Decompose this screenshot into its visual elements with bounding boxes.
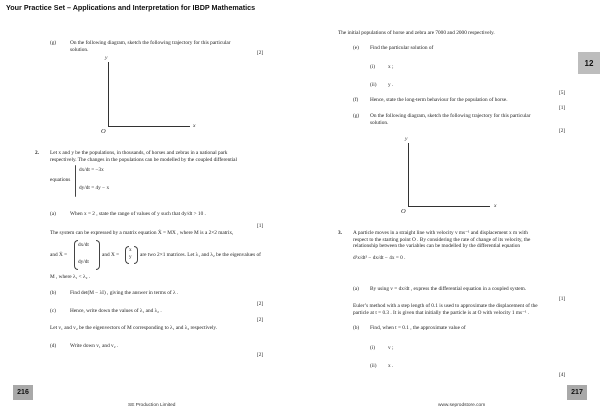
- question-3-text-line2: respect to the starting point O . By considering the rate of change of its velocity, the: [353, 236, 531, 243]
- initial-populations-text: The initial populations of horse and zebra are 7000 and 2000 respectively.: [338, 30, 495, 36]
- diagram-right-y-axis: [408, 143, 409, 206]
- part-e-i-label: (i): [370, 64, 375, 70]
- diagram-origin-label: O: [101, 128, 106, 135]
- part-e-marks: [5]: [559, 90, 566, 96]
- part-g-right-label: (g): [353, 113, 360, 119]
- page-header-title: Your Practice Set – Applications and Interpretation for IBDP Mathematics: [6, 3, 256, 12]
- part-e-label: (e): [353, 45, 359, 51]
- diagram-x-axis: [108, 126, 190, 127]
- page-number-right: 217: [567, 385, 587, 400]
- equation-dy-dt: dy/dt = 4y − x: [79, 185, 110, 191]
- part-c-label: (c): [50, 308, 56, 314]
- xdot-bottom-entry: dy/dt: [78, 259, 89, 265]
- part-e-ii-label: (ii): [370, 82, 377, 88]
- part-f-label: (f): [353, 97, 359, 103]
- diagram-y-axis-label: y: [105, 55, 108, 61]
- part-3b-text: Find, when t = 0.1 , the approximate value of: [370, 325, 466, 331]
- x-top-entry: x: [129, 247, 132, 253]
- xdot-top-entry: dx/dt: [78, 242, 89, 248]
- part-a-text: When x = 2 , state the range of values of y such that dy/dt > 10 .: [70, 211, 206, 217]
- part-g-text-line1: On the following diagram, sketch the following trajectory for this particular: [70, 40, 231, 46]
- part-g-right-text-line2: solution.: [370, 119, 389, 126]
- euler-text-line2: particle at t = 0.3 . It is given that initially the particle is at O with velocity 1 ms⁻¹ .: [353, 309, 530, 316]
- system-text-line3: M , where λ₁ < λ₂ .: [50, 274, 91, 280]
- part-g-right-marks: [2]: [559, 128, 566, 134]
- part-g-label: (g): [50, 40, 57, 46]
- question-3-number: 3.: [338, 230, 342, 236]
- question-2-text-line1: Let x and y be the populations, in thousands, of horses and zebras in a national park: [50, 150, 228, 156]
- part-c-marks: [2]: [257, 317, 264, 323]
- part-d-marks: [2]: [257, 352, 264, 358]
- footer-left: SE Production Limited: [128, 403, 176, 408]
- part-d-label: (d): [50, 343, 57, 349]
- part-f-text: Hence, state the long-term behaviour for the population of horse.: [370, 97, 508, 103]
- euler-text-line1: Euler’s method with a step length of 0.1 is used to approximate the displacement of the: [353, 303, 538, 309]
- part-g-marks: [2]: [257, 50, 264, 56]
- question-3-text-line3: relationship between the variables can be modelled by the differential equation: [353, 243, 520, 249]
- part-f-marks: [1]: [559, 105, 566, 111]
- part-3b-i-label: (i): [370, 345, 375, 351]
- part-3b-label: (b): [353, 325, 360, 331]
- part-b-text: Find det(M − λI) , giving the answer in terms of λ .: [70, 290, 179, 296]
- part-a-marks: [1]: [257, 223, 264, 229]
- chapter-tab[interactable]: 12: [578, 52, 600, 74]
- footer-right: www.seprodstore.com: [438, 403, 486, 408]
- system-and-x: and X =: [102, 252, 120, 258]
- part-3a-label: (a): [353, 286, 359, 292]
- diagram-y-axis: [108, 62, 109, 126]
- diagram-right-x-axis: [408, 206, 490, 207]
- part-c-text: Hence, write down the values of λ₁ and λ₂ .: [70, 308, 162, 314]
- diagram-right-y-axis-label: y: [405, 136, 408, 142]
- eigenvectors-text: Let v₁ and v₂ be the eigenvectors of M corresponding to λ₁ and λ₂ respectively.: [50, 325, 218, 331]
- part-e-i-var: x ;: [388, 64, 394, 70]
- equations-brace: [75, 165, 76, 197]
- part-3b-ii-var: x .: [388, 363, 394, 369]
- part-b-marks: [2]: [257, 301, 264, 307]
- diagram-right-origin-label: O: [401, 208, 406, 215]
- system-text-rest: are two 2×1 matrices. Let λ₁ and λ₂ be the eigenvalues of: [140, 252, 261, 258]
- diagram-right-x-axis-label: x: [494, 203, 497, 209]
- part-3b-marks: [4]: [559, 372, 566, 378]
- question-2-text-line2: respectively. The changes in the populations can be modelled by the coupled differential: [50, 156, 237, 163]
- part-3a-marks: [1]: [559, 296, 566, 302]
- part-g-right-text-line1: On the following diagram, sketch the following trajectory for this particular: [370, 113, 531, 119]
- xdot-bracket-right: [96, 240, 100, 270]
- equation-dx-dt: dx/dt = −3x: [79, 167, 104, 173]
- question-2-text-line3: equations: [50, 177, 71, 183]
- page-number-left: 216: [13, 385, 33, 400]
- diagram-x-axis-label: x: [193, 123, 196, 129]
- part-3b-ii-label: (ii): [370, 363, 377, 369]
- part-d-text: Write down v₁ and v₂ .: [70, 343, 119, 349]
- part-e-text: Find the particular solution of: [370, 45, 434, 51]
- question-2-number: 2.: [35, 150, 39, 156]
- part-3b-i-var: v ;: [388, 345, 394, 351]
- question-3-text-line1: A particle moves in a straight line with velocity v ms⁻¹ and displacement x m with: [353, 230, 528, 236]
- part-3a-text: By using v = dx/dt , express the differential equation in a coupled system.: [370, 286, 527, 292]
- part-a-label: (a): [50, 211, 56, 217]
- part-b-label: (b): [50, 290, 57, 296]
- x-bottom-entry: y: [129, 254, 132, 260]
- part-e-ii-var: y .: [388, 82, 394, 88]
- system-text-line1: The system can be expressed by a matrix equation Ẋ = MX , where M is a 2×2 matrix,: [50, 230, 234, 236]
- x-bracket-right: [134, 246, 138, 264]
- part-g-text-line2: solution.: [70, 46, 89, 53]
- system-and-xdot: and Ẋ =: [50, 252, 68, 258]
- question-3-equation: d²x/dt² − dx/dt − 4x = 0 .: [353, 255, 406, 261]
